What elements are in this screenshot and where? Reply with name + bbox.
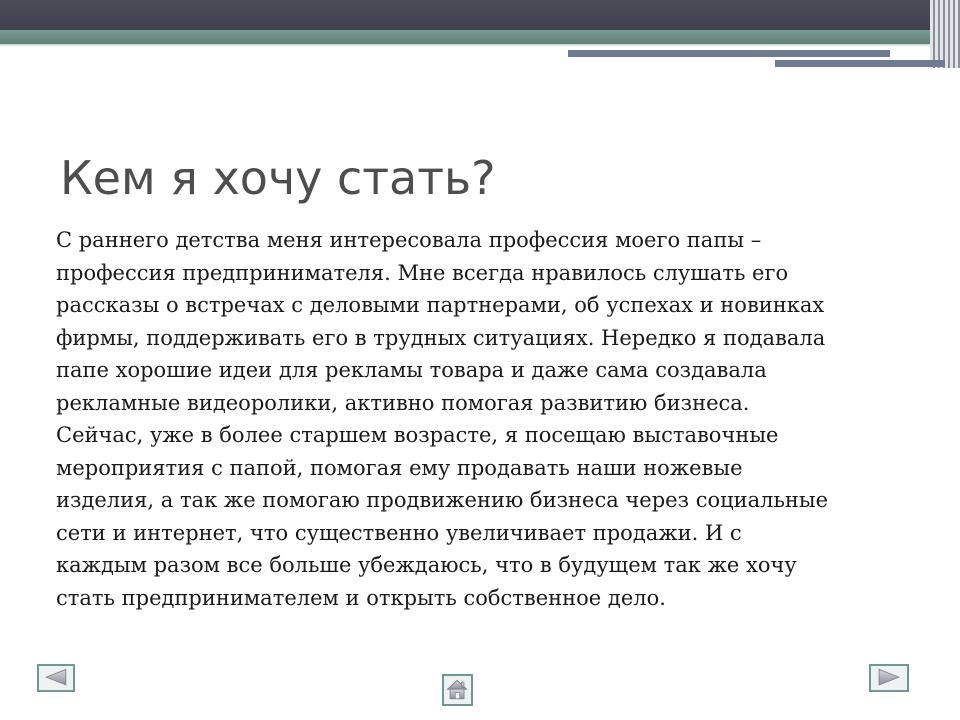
body-line: каждым разом все больше убеждаюсь, что в будущем так же хочу [56,553,797,577]
arrow-right-icon [871,666,907,690]
body-line: профессия предпринимателя. Мне всегда нравилось слушать его [56,260,789,285]
body-line: папе хорошие идеи для рекламы товара и даже сама создавала [56,358,767,382]
body-line: рассказы о встречах с деловыми партнерами, об успехах и новинках [56,293,825,317]
body-line: рекламные видеоролики, активно помогая развитию бизнеса. [56,390,750,415]
body-line: С раннего детства меня интересовала профессия моего папы – [56,228,762,252]
top-banner-shadow [0,44,960,47]
top-banner-teal [0,30,960,44]
decorative-line-lower [775,60,945,67]
slide-body [56,224,936,614]
decorative-line-upper [568,50,890,57]
body-line: Сейчас, уже в более старшем возрасте, я посещаю выставочные [56,423,779,447]
top-banner-stripes [930,0,960,68]
arrow-left-icon [39,666,73,690]
home-icon [444,676,471,704]
next-slide-button[interactable] [869,664,909,692]
slide-title: Кем я хочу стать? [60,151,496,205]
body-line: фирмы, поддерживать его в трудных ситуациях. Нередко я подавала [56,325,826,350]
body-line: стать предпринимателем и открыть собственное дело. [56,585,666,610]
top-banner-dark [0,0,960,30]
body-line: мероприятия с папой, помогая ему продавать наши ножевые [56,455,743,480]
home-button[interactable] [442,674,473,706]
body-line: изделия, а так же помогаю продвижению бизнеса через социальные [56,488,829,512]
previous-slide-button[interactable] [37,664,75,692]
body-line: сети и интернет, что существенно увеличивает продажи. И с [56,520,742,545]
